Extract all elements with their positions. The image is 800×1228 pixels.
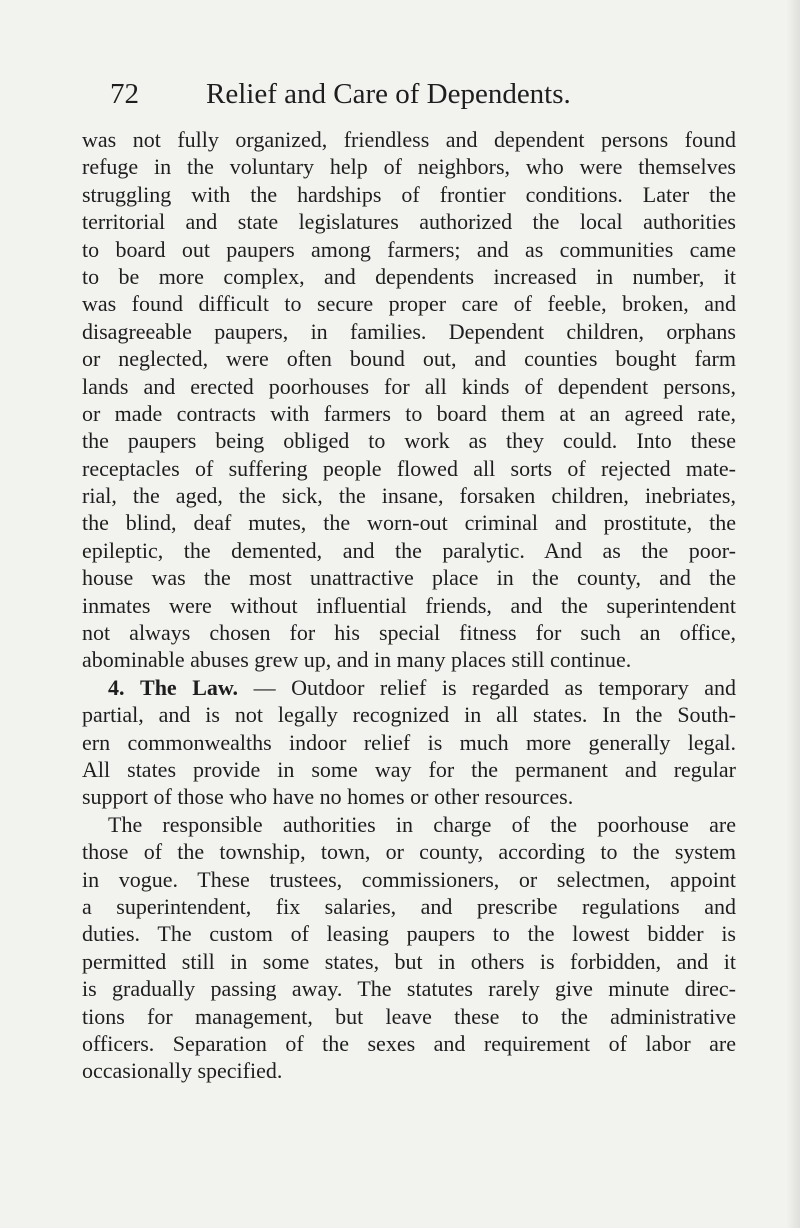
page-number: 72 bbox=[110, 78, 139, 110]
text-line: was not fully organized, friendless and dependent persons found bbox=[82, 127, 736, 152]
text-line: was found difficult to secure proper care of feeble, broken, and bbox=[82, 291, 736, 317]
text-line: those of the township, town, or county, according to the system bbox=[82, 839, 736, 865]
text-line: occasionally specified. bbox=[82, 1058, 283, 1084]
text-line: territorial and state legislatures authorized the local authorities bbox=[82, 209, 736, 235]
text-line: permitted still in some states, but in others is forbidden, and it bbox=[82, 948, 736, 974]
text-line: in vogue. These trustees, commissioners, or selectmen, appoint bbox=[82, 866, 736, 892]
text-line: or made contracts with farmers to board them at an agreed rate, bbox=[82, 400, 736, 426]
text-line: house was the most unattractive place in the county, and the bbox=[82, 565, 736, 591]
text-line: or neglected, were often bound out, and counties bought farm bbox=[82, 346, 736, 372]
text-line: All states provide in some way for the permanent and regular bbox=[82, 756, 736, 782]
text-line: refuge in the voluntary help of neighbors, who were themselves bbox=[82, 154, 736, 180]
text-line: Outdoor relief is regarded as temporary and bbox=[291, 674, 737, 700]
text-line: abominable abuses grew up, and in many places still continue. bbox=[82, 647, 632, 673]
section-number: 4. bbox=[108, 674, 125, 700]
text-line: tions for management, but leave these to the administrative bbox=[82, 1003, 736, 1029]
text-line: epileptic, the demented, and the paralytic. And as the poor- bbox=[82, 537, 736, 563]
text-line: the blind, deaf mutes, the worn-out criminal and prostitute, the bbox=[82, 510, 736, 536]
text-line: duties. The custom of leasing paupers to the lowest bidder is bbox=[82, 921, 736, 947]
section-title: The Law. bbox=[140, 674, 239, 700]
running-head bbox=[110, 74, 730, 114]
text-line: The responsible authorities in charge of the poorhouse are bbox=[108, 811, 736, 837]
text-line: a superintendent, fix salaries, and prescribe regulations and bbox=[82, 893, 736, 919]
text-line: to board out paupers among farmers; and as communities came bbox=[82, 236, 736, 262]
body-text bbox=[82, 126, 736, 1085]
text-line: lands and erected poorhouses for all kinds of dependent persons, bbox=[82, 373, 736, 399]
section-dash: — bbox=[238, 674, 292, 700]
text-line: receptacles of suffering people flowed all sorts of rejected mate- bbox=[82, 455, 736, 481]
text-line: disagreeable paupers, in families. Dependent children, orphans bbox=[82, 318, 736, 344]
page-edge-shadow bbox=[786, 0, 800, 1228]
text-line: rial, the aged, the sick, the insane, forsaken children, inebriates, bbox=[82, 483, 736, 509]
page-title: Relief and Care of Dependents. bbox=[206, 78, 571, 110]
text-line: inmates were without influential friends, and the superintendent bbox=[82, 592, 736, 618]
text-line: is gradually passing away. The statutes rarely give minute direc- bbox=[82, 976, 736, 1002]
text-line: not always chosen for his special fitness for such an office, bbox=[82, 620, 736, 646]
text-line: struggling with the hardships of frontier conditions. Later the bbox=[82, 181, 736, 207]
text-line: officers. Separation of the sexes and requirement of labor are bbox=[82, 1030, 736, 1056]
text-line: to be more complex, and dependents increased in number, it bbox=[82, 263, 736, 289]
text-line: support of those who have no homes or other resources. bbox=[82, 784, 574, 810]
section-heading-line bbox=[82, 674, 736, 701]
text-line: the paupers being obliged to work as they could. Into these bbox=[82, 428, 736, 454]
text-line: ern commonwealths indoor relief is much more generally legal. bbox=[82, 729, 736, 755]
text-line: partial, and is not legally recognized in all states. In the South- bbox=[82, 702, 736, 728]
